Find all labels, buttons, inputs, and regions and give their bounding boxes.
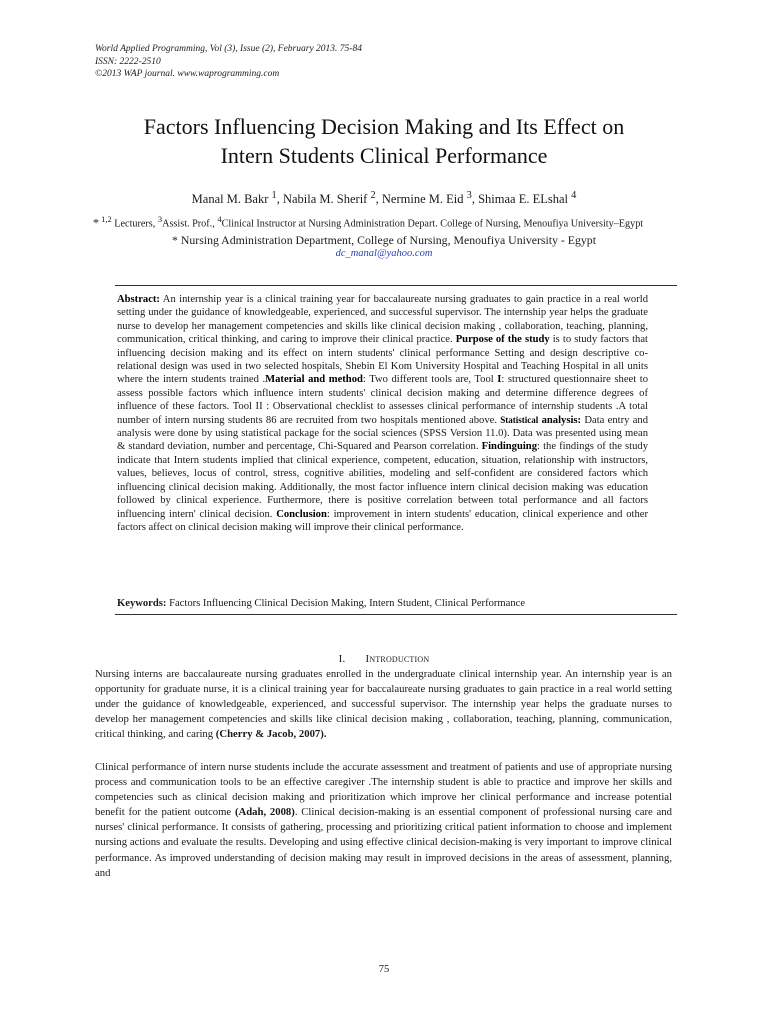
page-number: 75	[378, 964, 390, 975]
paragraph-text: . Clinical decision-making is an essential component of professional nursing care and nurses' clinical performance. It consists of gathering, processing and prioritizing critical patient information to choose and implement nursing actions and evaluate the results. Developing and using effective clinical decision-making is very important to improve clinical performance. As improved understanding of decision making may result in improved decisions in the areas of assessment, planning, and	[95, 806, 672, 879]
author-list	[60, 188, 708, 207]
section-number: I.	[338, 653, 346, 665]
author-superscript: 2	[370, 190, 376, 201]
abstract-top-rule	[115, 285, 677, 286]
affiliation-text: Assist. Prof.,	[162, 218, 218, 230]
title-line-1: Factors Influencing Decision Making and Its Effect on	[143, 114, 625, 139]
citation: (Adah, 2008)	[234, 806, 295, 819]
conclusion-label: Conclusion	[276, 508, 327, 520]
author-superscript: 3	[466, 190, 472, 201]
intro-paragraph-2	[95, 760, 672, 881]
material-label: Material and method	[265, 374, 363, 386]
affiliation-superscript: 1,2	[99, 214, 112, 224]
journal-copyright: ©2013 WAP journal. www.waprogramming.com	[95, 69, 280, 79]
affiliation-text: Lecturers,	[111, 218, 158, 230]
purpose-label: Purpose of the study	[455, 334, 550, 346]
findings-label: Findinguing	[481, 441, 537, 453]
abstract-text: : improvement in intern students' education, clinical experience and other factors affect on clinical decision making will improve their clinical performance.	[117, 508, 648, 533]
affiliation-star: *	[93, 215, 99, 230]
keywords-bottom-rule	[115, 614, 677, 615]
department-line: * Nursing Administration Department, College of Nursing, Menoufiya University - Egypt	[172, 233, 596, 247]
section-heading	[0, 653, 768, 665]
author-name: Manal M. Bakr	[191, 192, 269, 207]
section-title: Introduction	[365, 653, 430, 665]
analysis-label: analysis:	[538, 414, 582, 426]
paper-title	[60, 112, 708, 170]
author-name: , Nabila M. Sherif	[276, 192, 368, 207]
title-line-2: Intern Students Clinical Performance	[220, 143, 548, 168]
statistical-label: Statistical	[500, 414, 539, 425]
abstract	[117, 293, 648, 534]
keywords	[117, 598, 677, 609]
abstract-text: : Two different tools are, Tool	[362, 374, 498, 386]
abstract-label: Abstract:	[117, 294, 160, 305]
affiliation-superscript: 4	[217, 214, 222, 224]
author-superscript: 1	[271, 190, 277, 201]
abstract-text: Data entry and analysis were done by using statistical package for the social sciences (SPSS Version 11.0). Data was presented using mean & standard deviation, number and percentage, Chi-Squared and Pearson correlation.	[117, 414, 649, 453]
tool-label: I	[497, 374, 502, 386]
paragraph-text: Nursing interns are baccalaureate nursing graduates enrolled in the undergraduate clinical internship year. An internship year is an opportunity for graduate nurse, it is a clinical training year for baccalaureate nursing graduates to gain practice in a real world setting under the guidance of knowledgeable, experienced, and successful supervisor. The internship year helps the graduate nurses to develop her management competencies and skills like clinical decision making , collaboration, teaching, planning, communication, critical thinking, and caring	[95, 668, 672, 741]
author-name: , Shimaa E. ELshal	[471, 192, 568, 207]
keywords-text: Factors Influencing Clinical Decision Making, Intern Student, Clinical Performance	[166, 598, 526, 609]
affiliation-text: Clinical Instructor at Nursing Administration Depart. College of Nursing, Menoufiya University–Egypt	[221, 218, 644, 230]
journal-header	[95, 43, 362, 81]
citation: (Cherry & Jacob, 2007).	[215, 728, 327, 741]
abstract-text: : structured questionnaire sheet to assess possible factors which influence intern students' clinical decision making and determine difference degrees of influence of these factors. Tool II : Observational checklist to assesses clinical performance of internship students .A total number of intern nursing students 86 are recruited from two hospitals mentioned above.	[117, 374, 649, 426]
keywords-label: Keywords:	[117, 598, 167, 609]
paragraph-text: Clinical performance of intern nurse students include the accurate assessment and treatment of patients and use of appropriate nursing process and communication tools to be an effective caregiver .The internship student is able to practice and improve her skills and competencies such as clinical decision making and prioritization which improve her clinical performance and increase potential benefit for the patient outcome	[95, 761, 672, 819]
abstract-text: An internship year is a clinical training year for baccalaureate nursing graduates to gain practice in a real world setting under the guidance of knowledgeable, experienced, and successful supervisor. The internship year helps the graduate nurse to develop her management competencies and skills like clinical decision making , collaboration, teaching, planning, communication, critical thinking, and caring to improve their clinical practice.	[117, 294, 648, 346]
journal-citation: World Applied Programming, Vol (3), Issue (2), February 2013. 75-84	[95, 44, 362, 54]
abstract-text: : the findings of the study indicate that Intern students implied that clinical experience, competent, education, situation, relationship with instructors, values, believes, locus of control, stress, cognitive abilities, modeling and self-confident are considered factors which influencing clinical decision making. Additionally, the most factor influence intern clinical decision making was education followed by clinical experience. Furthermore, there is positive correlation between total performance and all factors influencing intern' clinical decision.	[117, 441, 649, 520]
author-superscript: 4	[571, 190, 577, 201]
author-email-link[interactable]: dc_manal@yahoo.com	[335, 248, 433, 259]
intro-paragraph-1	[95, 667, 672, 742]
affiliation-line	[93, 212, 683, 231]
abstract-text: is to study factors that influencing decision making and its effect on intern students' clinical performance Setting and design descriptive co- relational design was used in two selected hospitals, Shebin El Kom University Hospital and Teaching Hospital in all units where the intern students trained .	[117, 334, 648, 386]
journal-issn: ISSN: 2222-2510	[95, 56, 161, 67]
affiliation-superscript: 3	[157, 214, 163, 224]
author-name: , Nermine M. Eid	[375, 192, 464, 207]
